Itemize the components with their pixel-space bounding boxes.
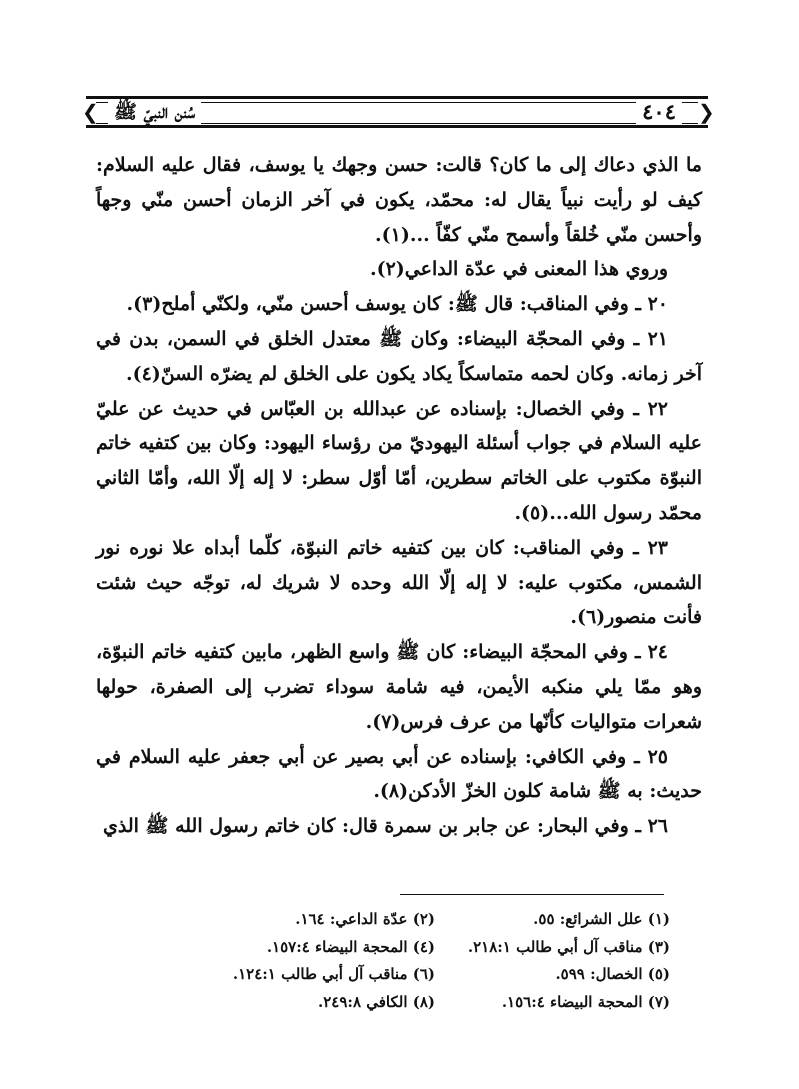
footnotes [200,906,670,1016]
page-header [82,94,715,132]
paragraph: ٢٦ ـ وفي البحار: عن جابر بن سمرة قال: كان خاتم رسول الله ﷺ الذي [102,815,668,838]
ornament-left-icon: ❮ [82,100,99,124]
footnote: (١) علل الشرائع: ٥٥. [533,910,670,928]
footnote: (٦) مناقب آل أبي طالب ١٢٤:١. [232,965,435,983]
footnote: (٨) الكافي ٢٤٩:٨. [318,992,435,1011]
paragraph: ٢٣ ـ وفي المناقب: كان بين كتفيه خاتم النبوّة، كلّما أبداه علا نوره نور الشمس، مكتوب عليه: لا إله إلّا الله وحده لا شريك له، توجّه حيث شئت فأنت منصور(٦). [96,536,702,629]
running-title: سُنن النبيّ ﷺ [108,99,201,125]
footnote-separator [400,894,664,895]
footnote: (٧) المحجة البيضاء ١٥٦:٤. [501,992,670,1011]
footnote-row [200,989,670,1017]
paragraph: ٢٤ ـ وفي المحجّة البيضاء: كان ﷺ واسع الظهر، مابين كتفيه خاتم النبوّة، وهو ممّا يلي منكبه الأيمن، فيه شامة سوداء تضرب إلى الصفرة، حولها شعرات متواليات كأنّها من عرف فرس(٧). [96,641,702,733]
footnote: (٤) المحجة البيضاء ١٥٧:٤. [266,937,435,956]
paragraph: وروي هذا المعنى في عدّة الداعي(٢). [369,258,668,281]
footnote: (٢) عدّة الداعي: ١٦٤. [295,910,435,928]
paragraph: ٢٢ ـ وفي الخصال: بإسناده عن عبدالله بن العبّاس في حديث عن عليّ عليه السلام في جواب أسئلة اليهوديّ من رؤساء اليهود: وكان بين كتفيه خاتم النبوّة مكتوب على الخاتم سطرين، أمّا أوّل سطر: لا إله إلّا الله، وأمّا الثاني محمّد رسول الله...(٥). [96,397,702,524]
footnote: (٥) الخصال: ٥٩٩. [555,965,670,983]
footnote-row [200,906,670,934]
paragraph: ٢٥ ـ وفي الكافي: بإسناده عن أبي بصير عن أبي جعفر عليه السلام في حديث: به ﷺ شامة كلون الخزّ الأدكن(٨). [96,745,702,803]
ornament-right-icon: ❯ [698,100,715,124]
footnote-row [200,961,670,989]
page-number: ٤٠٤ [636,99,682,125]
paragraph: ما الذي دعاك إلى ما كان؟ قالت: حسن وجهك يا يوسف، فقال عليه السلام: كيف لو رأيت نبياً يقال له: محمّد، يكون في آخر الزمان أحسن منّي وجهاً وأحسن منّي خُلقاً وأسمح منّي كفّاً ...(١). [96,154,702,246]
paragraph: ٢١ ـ وفي المحجّة البيضاء: وكان ﷺ معتدل الخلق في السمن، بدن في آخر زمانه. وكان لحمه متماسكاً يكاد يكون على الخلق لم يضرّه السنّ(٤). [96,327,702,385]
main-text [96,148,702,844]
paragraph: ٢٠ ـ وفي المناقب: قال ﷺ: كان يوسف أحسن منّي، ولكنّي أملح(٣). [126,293,668,316]
footnote-row [200,934,670,962]
footnote: (٣) مناقب آل أبي طالب ٢١٨:١. [467,937,670,956]
